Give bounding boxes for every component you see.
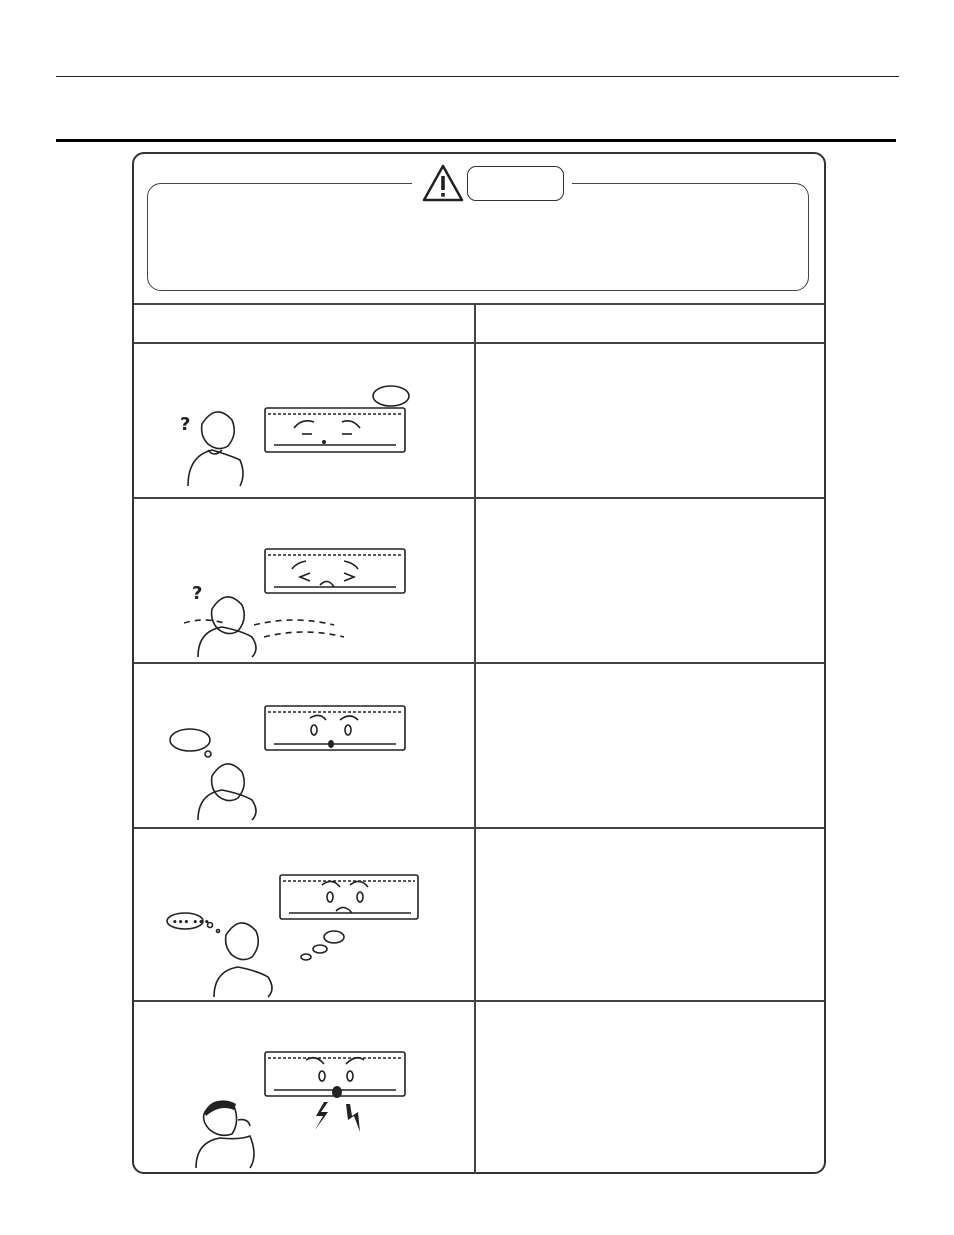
svg-text:••• •••: ••• ••• (172, 918, 210, 928)
table-row (134, 829, 474, 1000)
row-description (486, 507, 816, 657)
header-rule-thick (56, 139, 896, 142)
svg-text:?: ? (180, 414, 191, 435)
svg-text:?: ? (192, 583, 203, 604)
man-with-sparking-ac-unit-icon (134, 1002, 474, 1172)
table-row (134, 344, 474, 497)
column-divider (474, 304, 476, 1174)
row-description (486, 672, 816, 822)
table-row (134, 1002, 474, 1172)
header-rule-thin (56, 76, 899, 77)
row-description (486, 837, 816, 995)
row-description (486, 1010, 816, 1168)
row-description (486, 352, 816, 492)
puzzled-woman-with-ac-unit-icon (134, 344, 474, 497)
warning-triangle-icon (422, 163, 464, 203)
woman-thinking-ac-unit-icon (134, 664, 474, 827)
woman-with-airflow-ac-unit-icon (134, 499, 474, 662)
table-row (134, 664, 474, 827)
column-header-explanation (476, 304, 824, 342)
caution-label (467, 166, 564, 201)
column-header-symptom (134, 304, 474, 342)
table-row (134, 499, 474, 662)
woman-with-sound-bubbles-ac-unit-icon (134, 829, 474, 1000)
